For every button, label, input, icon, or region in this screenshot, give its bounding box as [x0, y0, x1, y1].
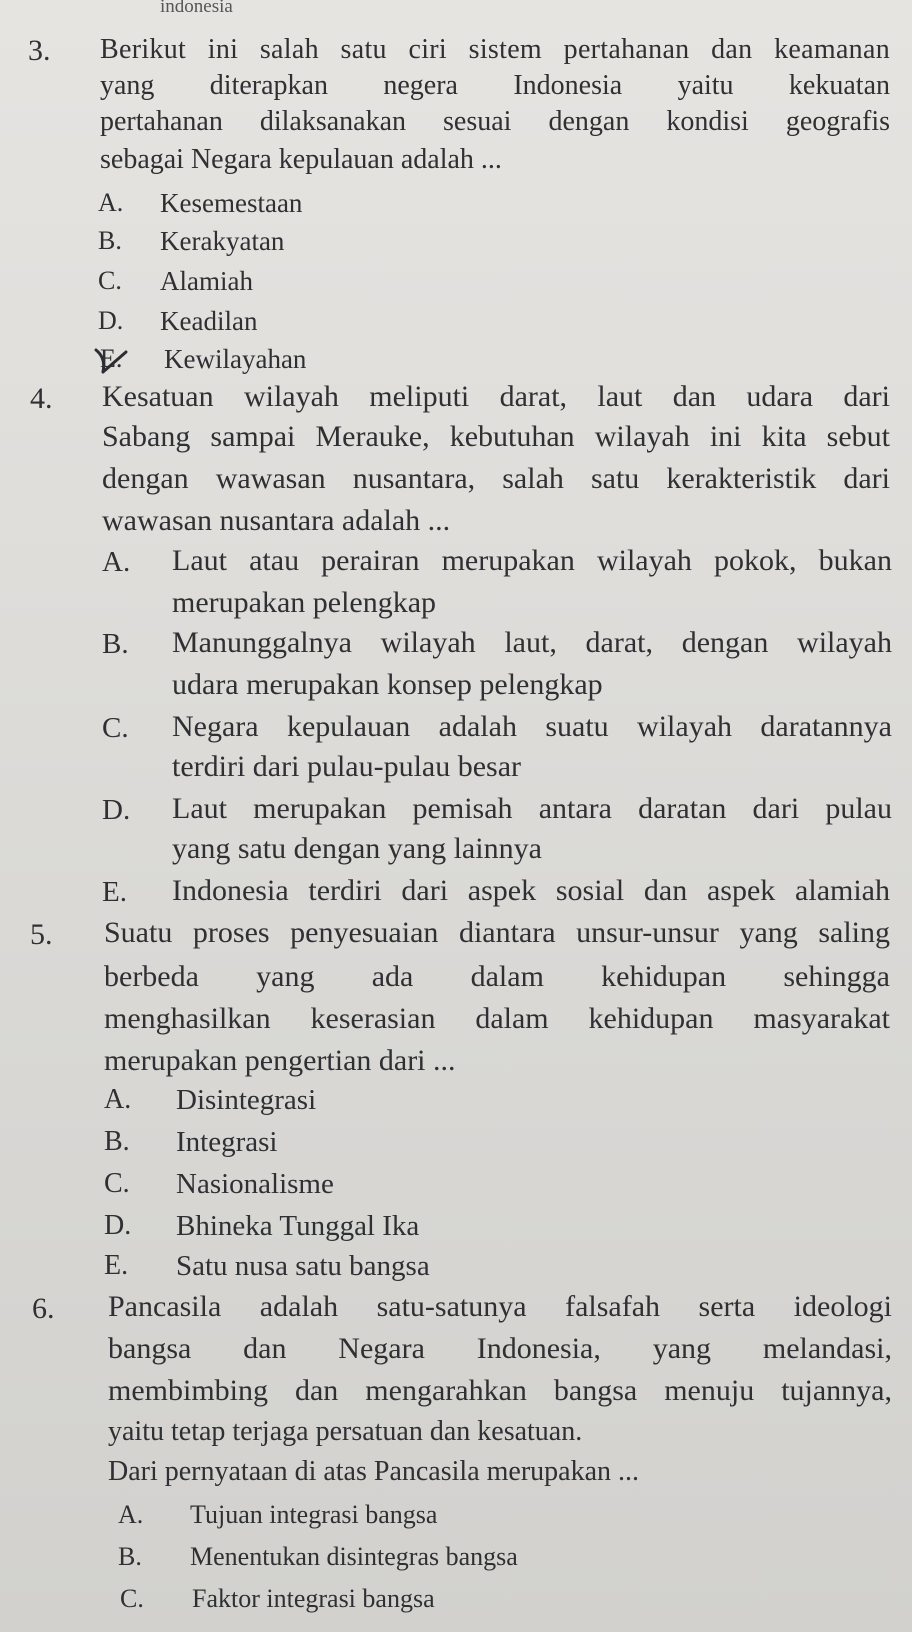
page-header-fragment: indonesia [160, 0, 233, 17]
option-text: Alamiah [160, 266, 253, 296]
question-text-line: sebagai Negara kepulauan adalah ... [100, 144, 502, 175]
option-text: Satu nusa satu bangsa [176, 1250, 430, 1282]
option-letter: C. [102, 712, 129, 744]
option-text: Kewilayahan [164, 344, 307, 374]
option-letter: D. [98, 306, 124, 335]
option-letter: E. [104, 1250, 129, 1281]
option-text-line: Laut atau perairan merupakan wilayah pokok, bukan [172, 544, 892, 577]
option-text: Faktor integrasi bangsa [192, 1584, 435, 1613]
option-text: Keadilan [160, 306, 258, 336]
option-letter: D. [104, 1210, 132, 1241]
question-text-line: dengan wawasan nusantara, salah satu kerakteristik dari [102, 462, 890, 495]
option-text: Disintegrasi [176, 1084, 317, 1116]
option-text: Kesemestaan [160, 188, 303, 218]
option-letter: C. [104, 1168, 130, 1199]
option-letter: A. [98, 188, 124, 217]
option-text: Integrasi [176, 1126, 278, 1158]
question-number: 5. [30, 918, 53, 951]
option-text-line: udara merupakan konsep pelengkap [172, 668, 603, 701]
option-text: Menentukan disintegras bangsa [190, 1542, 518, 1571]
question-number: 3. [28, 34, 51, 67]
question-text-line: Berikut ini salah satu ciri sistem pertahanan dan keamanan [100, 34, 890, 65]
question-text-line: Dari pernyataan di atas Pancasila merupakan ... [108, 1456, 640, 1487]
option-text-line: yang satu dengan yang lainnya [172, 832, 542, 865]
option-letter: A. [118, 1500, 144, 1529]
question-text-line: menghasilkan keserasian dalam kehidupan masyarakat [104, 1002, 890, 1035]
option-text-line: Laut merupakan pemisah antara daratan dari pulau [172, 792, 892, 825]
option-text-line: Indonesia terdiri dari aspek sosial dan aspek alamiah [172, 874, 890, 907]
question-number: 6. [32, 1292, 55, 1325]
question-text-line: wawasan nusantara adalah ... [102, 504, 451, 537]
option-letter: B. [98, 226, 122, 255]
question-text-line: berbeda yang ada dalam kehidupan sehingga [104, 960, 890, 993]
question-text-line: merupakan pengertian dari ... [104, 1044, 456, 1077]
option-text-line: terdiri dari pulau-pulau besar [172, 750, 522, 783]
question-text-line: pertahanan dilaksanakan sesuai dengan kondisi geografis [100, 106, 890, 137]
question-text-line: bangsa dan Negara Indonesia, yang melandasi, [108, 1332, 892, 1365]
option-letter: D. [102, 794, 131, 826]
answer-check-mark-icon [94, 346, 128, 374]
question-text-line: yaitu tetap terjaga persatuan dan kesatuan. [108, 1416, 583, 1447]
question-number: 4. [30, 382, 53, 415]
option-text: Nasionalisme [176, 1168, 334, 1200]
question-text-line: Sabang sampai Merauke, kebutuhan wilayah ini kita sebut [102, 420, 890, 453]
option-text: Kerakyatan [160, 226, 285, 256]
option-letter: A. [104, 1084, 132, 1115]
option-text-line: merupakan pelengkap [172, 586, 437, 619]
question-text-line: Kesatuan wilayah meliputi darat, laut dan udara dari [102, 380, 890, 413]
option-text-line: Manunggalnya wilayah laut, darat, dengan wilayah [172, 626, 892, 659]
option-letter: B. [104, 1126, 130, 1157]
option-letter: B. [118, 1542, 142, 1571]
option-text-line: Negara kepulauan adalah suatu wilayah daratannya [172, 710, 892, 743]
option-letter: C. [98, 266, 122, 295]
option-letter: C. [120, 1584, 144, 1613]
question-text-line: yang diterapkan negera Indonesia yaitu kekuatan [100, 70, 890, 101]
question-text-line: Pancasila adalah satu-satunya falsafah serta ideologi [108, 1290, 892, 1323]
option-letter: E. [102, 876, 127, 908]
question-text-line: Suatu proses penyesuaian diantara unsur-unsur yang saling [104, 916, 890, 949]
option-text: Bhineka Tunggal Ika [176, 1210, 420, 1242]
option-letter: B. [102, 628, 129, 660]
option-text: Tujuan integrasi bangsa [190, 1500, 438, 1529]
option-letter: A. [102, 546, 131, 578]
question-text-line: membimbing dan mengarahkan bangsa menuju tujannya, [108, 1374, 892, 1407]
option-letter-marked: E. [100, 344, 123, 373]
